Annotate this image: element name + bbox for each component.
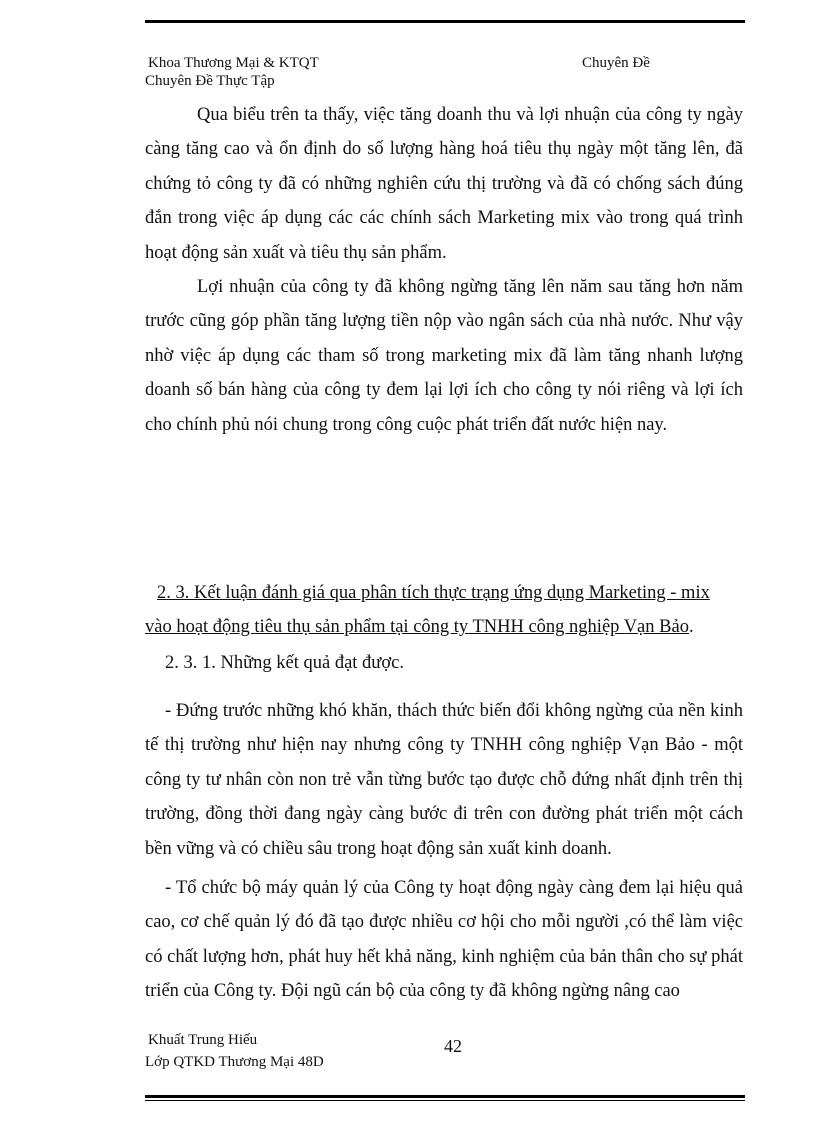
header-subtitle: Chuyên Đề Thực Tập: [145, 73, 275, 89]
subsection-heading: 2. 3. 1. Những kết quả đạt được.: [165, 653, 404, 673]
page-number: 42: [444, 1036, 462, 1056]
results-list: [145, 694, 743, 1014]
body-paragraph: [145, 270, 743, 442]
section-heading: [145, 576, 750, 645]
header-faculty: Khoa Thương Mại & KTQT: [148, 55, 319, 71]
footer-author: Khuất Trung Hiếu: [148, 1032, 258, 1048]
section-heading-period: .: [688, 617, 694, 638]
header-rule: [145, 20, 745, 23]
list-item: - Tổ chức bộ máy quản lý của Công ty hoạt động ngày càng đem lại hiệu quả cao, cơ chế quản lý đó đã tạo được nhiều cơ hội cho mỗi người ,có thể làm việc có chất lượng hơn, phát huy hết khả năng, kinh nghiệm của bản thân cho sự phát triển của Công ty. Đội ngũ cán bộ của công ty đã không ngừng nâng cao: [145, 878, 743, 1002]
paragraph-text: Lợi nhuận của công ty đã không ngừng tăng lên năm sau tăng hơn năm trước cũng góp phần tăng lượng tiền nộp vào ngân sách của nhà nước. Như vậy nhờ việc áp dụng các tham số trong marketing mix đã làm tăng nhanh lượng doanh số bán hàng của công ty đem lại lợi ích cho công ty nói riêng và lợi ích cho chính phủ nói chung trong công cuộc phát triển đất nước hiện nay.: [145, 277, 743, 435]
paragraph-text: Qua biểu trên ta thấy, việc tăng doanh thu và lợi nhuận của công ty ngày càng tăng cao và ổn định do số lượng hàng hoá tiêu thụ ngày một tăng lên, đã chứng tỏ công ty đã có những nghiên cứu thị trường và đã có chống sách đúng đắn trong việc áp dụng các các chính sách Marketing mix vào trong quá trình hoạt động sản xuất và tiêu thụ sản phẩm.: [145, 105, 743, 263]
list-item: - Đứng trước những khó khăn, thách thức biến đổi không ngừng của nền kinh tế thị trường như hiện nay nhưng công ty TNHH công nghiệp Vạn Bảo - một công ty tư nhân còn non trẻ vẫn từng bước tạo được chỗ đứng nhất định trên thị trường, đồng thời đang ngày càng bước đi trên con đường phát triển một cách bền vững và có chiều sâu trong hoạt động sản xuất kinh doanh.: [145, 701, 743, 859]
footer-class: Lớp QTKD Thương Mại 48D: [145, 1054, 324, 1070]
footer-rule: [145, 1095, 745, 1098]
section-heading-line-2: vào hoạt động tiêu thụ sản phẩm tại công ty TNHH công nghiệp Vạn Bảo: [145, 617, 689, 638]
footer-rule-thin: [145, 1100, 745, 1101]
header-right-label: Chuyên Đề: [582, 55, 650, 71]
body-paragraph: [145, 98, 743, 270]
section-heading-line-1: 2. 3. Kết luận đánh giá qua phân tích thực trạng ứng dụng Marketing - mix: [157, 583, 710, 603]
